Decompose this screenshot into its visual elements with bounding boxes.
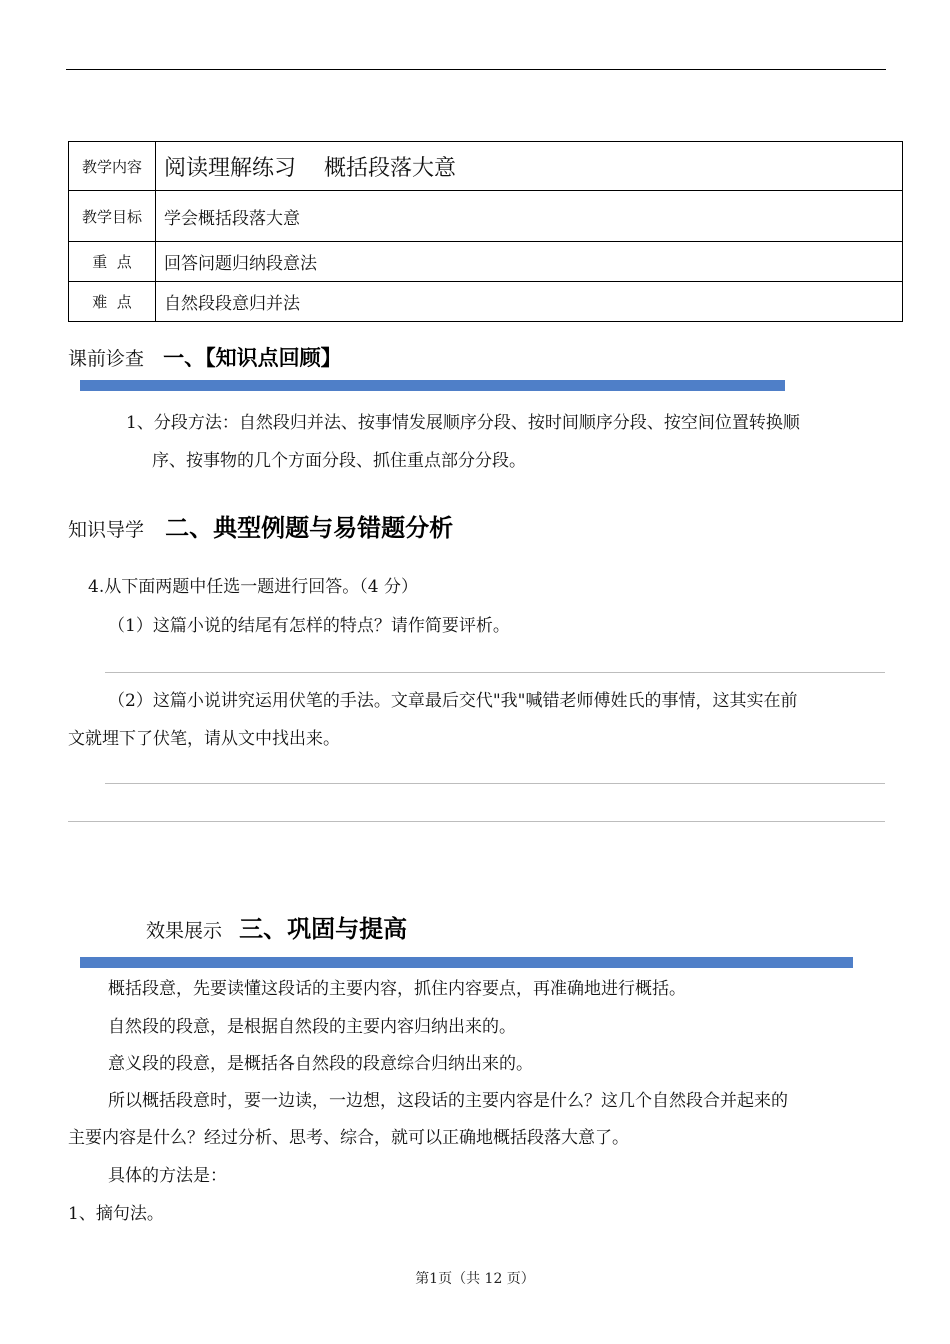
- paragraph-1: 概括段意，先要读懂这段话的主要内容，抓住内容要点，再准确地进行概括。: [108, 979, 686, 999]
- section-3-heading: [146, 909, 407, 944]
- paragraph-4-line1: 所以概括段意时，要一边读，一边想，这段话的主要内容是什么？这几个自然段合并起来的: [108, 1091, 788, 1111]
- row-label: 难 点: [69, 282, 156, 322]
- section-3-bar: [80, 957, 853, 968]
- section-1-bar: [80, 380, 785, 391]
- table-row: [69, 242, 903, 282]
- header-rule: [66, 69, 886, 70]
- row-value: 回答问题归纳段意法: [156, 242, 903, 282]
- answer-line-3: [68, 821, 885, 822]
- answer-line-1: [105, 672, 885, 673]
- row-value: 阅读理解练习 概括段落大意: [156, 142, 903, 191]
- paragraph-5: 具体的方法是：: [108, 1166, 227, 1186]
- paragraph-2: 自然段的段意，是根据自然段的主要内容归纳出来的。: [108, 1017, 516, 1037]
- page-footer: 第1页（共 12 页）: [415, 1271, 535, 1287]
- section-1-label: 课前诊查: [68, 348, 145, 370]
- section-3-label: 效果展示: [146, 920, 223, 942]
- section-1-item-line1: 1、分段方法：自然段归并法、按事情发展顺序分段、按时间顺序分段、按空间位置转换顺: [126, 413, 800, 433]
- section-1-item-line2: 序、按事物的几个方面分段、抓住重点部分分段。: [152, 451, 526, 471]
- answer-line-2: [105, 783, 885, 784]
- question-4-2-line1: （2）这篇小说讲究运用伏笔的手法。文章最后交代"我"喊错老师傅姓氏的事情，这其实在前: [108, 691, 798, 711]
- row-label: 教学内容: [69, 142, 156, 191]
- section-3-title: 三、巩固与提高: [239, 915, 408, 943]
- section-1-title: 一、【知识点回顾】: [163, 346, 342, 370]
- row-value: 学会概括段落大意: [156, 191, 903, 242]
- paragraph-3: 意义段的段意，是概括各自然段的段意综合归纳出来的。: [108, 1054, 533, 1074]
- table-row: [69, 191, 903, 242]
- lesson-info-table: [68, 141, 903, 322]
- paragraph-4-line2: 主要内容是什么？经过分析、思考、综合，就可以正确地概括段落大意了。: [68, 1128, 629, 1148]
- question-4-2-line2: 文就埋下了伏笔，请从文中找出来。: [68, 729, 340, 749]
- section-2-title: 二、典型例题与易错题分析: [165, 514, 454, 542]
- paragraph-6: 1、摘句法。: [68, 1204, 164, 1224]
- question-4: 4.从下面两题中任选一题进行回答。（4 分）: [88, 577, 418, 597]
- section-2-label: 知识导学: [68, 519, 145, 541]
- table-row: [69, 142, 903, 191]
- table-row: [69, 282, 903, 322]
- row-label: 重 点: [69, 242, 156, 282]
- question-4-1: （1）这篇小说的结尾有怎样的特点？请作简要评析。: [108, 616, 510, 636]
- row-label: 教学目标: [69, 191, 156, 242]
- section-2-heading: [68, 508, 453, 543]
- row-value: 自然段段意归并法: [156, 282, 903, 322]
- section-1-heading: [68, 342, 342, 372]
